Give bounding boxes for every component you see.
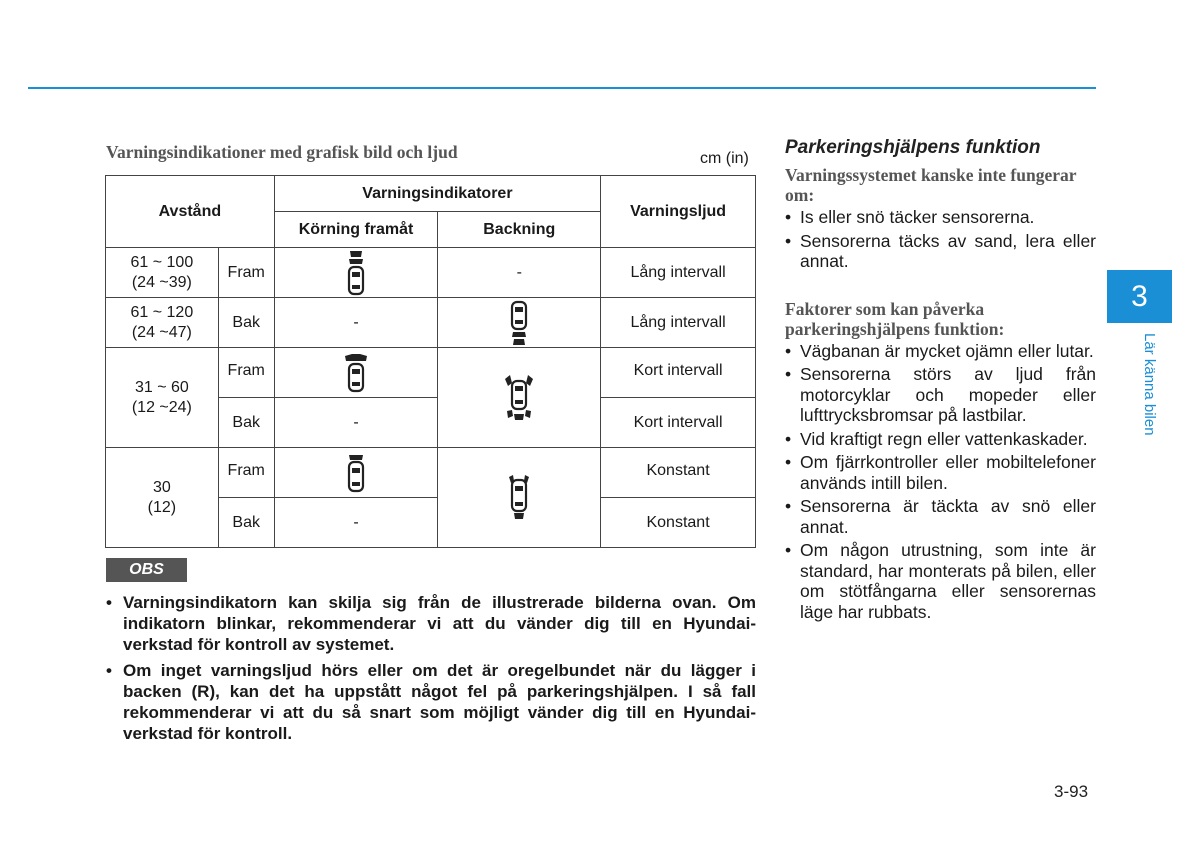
distance-cell: 30 (12) [106, 448, 219, 548]
list-item: • Vägbanan är mycket ojämn eller lutar. [785, 341, 1096, 362]
rear-warning-car-icon [507, 300, 531, 346]
subheading-conditions: Varningssystemet kanske inte fungerar om: [785, 165, 1077, 205]
position-cell: Bak [218, 498, 274, 548]
table-row [106, 248, 756, 298]
distance-cell: 61 ~ 120 (24 ~47) [106, 298, 219, 348]
list-item: • Sensorerna är täckta av snö eller annat. [785, 496, 1096, 537]
section-heading: Parkeringshjälpens funktion [785, 137, 1041, 158]
header-indicators: Varningsindikatorer [274, 176, 600, 212]
sound-cell: Lång intervall [601, 248, 756, 298]
factors-list [785, 341, 1096, 623]
header-reverse: Backning [438, 212, 601, 248]
position-cell: Fram [218, 448, 274, 498]
position-cell: Bak [218, 398, 274, 448]
reverse-indicator-cell [438, 448, 601, 548]
forward-indicator-cell [274, 348, 438, 398]
front-warning-car-icon [344, 250, 368, 296]
distance-cell: 61 ~ 100 (24 ~39) [106, 248, 219, 298]
sound-cell: Kort intervall [601, 348, 756, 398]
obs-item: • Om inget varningsljud hörs eller om det är oregelbundet när du lägger i backen (R), kan det ha uppstått något fel på parkeringshjälpen. I så fall rekommenderar vi att du så snart som möjligt vänder dig till en Hyundai-verkstad för kontroll. [106, 660, 756, 744]
list-item: • Om fjärrkontroller eller mobiltelefoner används intill bilen. [785, 452, 1096, 493]
page-number: 3-93 [1054, 782, 1089, 801]
table-row [106, 298, 756, 348]
forward-indicator-cell: - [274, 498, 438, 548]
table-row [106, 448, 756, 498]
table-row [106, 348, 756, 398]
forward-indicator-cell: - [274, 398, 438, 448]
subheading-factors: Faktorer som kan påverka parkeringshjälpens funktion: [785, 298, 1005, 339]
list-item: • Om någon utrustning, som inte är standard, har monterats på bilen, eller om stötfångarna eller sensorernas läge har rubbats. [785, 540, 1096, 622]
reverse-indicator-cell [438, 298, 601, 348]
front-close-warning-car-icon [344, 453, 368, 493]
header-distance: Avstånd [106, 176, 275, 248]
forward-indicator-cell [274, 248, 438, 298]
forward-indicator-cell [274, 448, 438, 498]
rear-close-warning-car-icon [504, 473, 534, 523]
distance-cell: 31 ~ 60 (12 ~24) [106, 348, 219, 448]
right-column [785, 137, 1096, 625]
warning-table [105, 175, 756, 548]
front-corner-warning-car-icon [342, 353, 370, 393]
conditions-list [785, 207, 1096, 272]
list-item: • Vid kraftigt regn eller vattenkaskader. [785, 429, 1096, 450]
position-cell: Bak [218, 298, 274, 348]
sound-cell: Konstant [601, 498, 756, 548]
units-label: cm (in) [700, 150, 749, 167]
header-sound: Varningsljud [601, 176, 756, 248]
forward-indicator-cell: - [274, 298, 438, 348]
sound-cell: Konstant [601, 448, 756, 498]
chapter-label: Lär känna bilen [1141, 333, 1158, 436]
reverse-indicator-cell [438, 348, 601, 448]
position-cell: Fram [218, 248, 274, 298]
list-item: • Sensorerna störs av ljud från motorcyklar och mopeder eller lufttrycksbromsar på lastbilar. [785, 364, 1096, 426]
obs-item: • Varningsindikatorn kan skilja sig från de illustrerade bilderna ovan. Om indikatorn blinkar, rekommenderar vi att du vänder dig till en Hyundai-verkstad för kontroll av systemet. [106, 592, 756, 655]
rear-corner-warning-car-icon [502, 373, 536, 423]
obs-list [106, 592, 756, 749]
header-rule [28, 87, 1096, 89]
sound-cell: Kort intervall [601, 398, 756, 448]
reverse-indicator-cell: - [438, 248, 601, 298]
sound-cell: Lång intervall [601, 298, 756, 348]
chapter-number: 3 [1107, 270, 1172, 323]
list-item: • Sensorerna täcks av sand, lera eller annat. [785, 231, 1096, 272]
obs-tag: OBS [106, 558, 187, 582]
table-title: Varningsindikationer med grafisk bild och ljud [106, 142, 458, 162]
list-item: • Is eller snö täcker sensorerna. [785, 207, 1096, 228]
header-forward: Körning framåt [274, 212, 438, 248]
position-cell: Fram [218, 348, 274, 398]
